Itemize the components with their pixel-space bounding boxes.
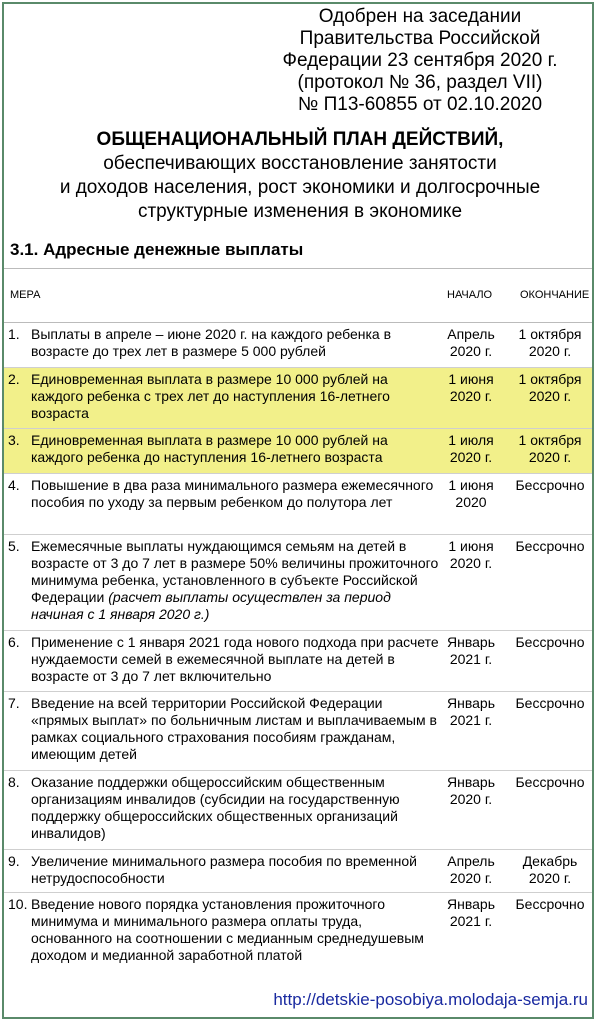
row-text (31, 538, 439, 623)
row-number: 7. (8, 695, 20, 711)
row-start: 1 июня 2020 (448, 477, 494, 510)
row-text: Введение нового порядка установления прожиточного минимума и минимального размера оплаты труда, основанного на соотношении с медианным среднедушевым доходом и медианной заработной платой (31, 896, 424, 963)
approval-line: Федерации 23 сентября 2020 г. (282, 50, 558, 71)
table-row (4, 323, 592, 368)
table-row (4, 692, 592, 771)
plan-subtitle-line: обеспечивающих восстановление занятости (103, 153, 497, 174)
approval-line: (протокол № 36, раздел VII) (297, 72, 543, 93)
approval-block (280, 6, 560, 116)
table-row (4, 631, 592, 692)
row-end: 1 октября 2020 г. (518, 326, 582, 359)
row-text: Увеличение минимального размера пособия по временной нетрудоспособности (31, 853, 417, 886)
row-number: 6. (8, 634, 20, 650)
table-row (4, 474, 592, 535)
row-end: Бессрочно (515, 896, 585, 912)
row-text: Введение на всей территории Российской Федерации «прямых выплат» по больничным листам и выплачиваемым в рамках социального страхования пособиям гражданам, имеющим детей (31, 695, 437, 762)
table-row (4, 535, 592, 631)
row-start: Январь 2020 г. (447, 774, 495, 807)
table-header (4, 268, 592, 323)
table-row (4, 771, 592, 850)
row-end: Бессрочно (515, 477, 585, 493)
row-number: 8. (8, 774, 20, 790)
row-start: Январь 2021 г. (447, 896, 495, 929)
row-text: Единовременная выплата в размере 10 000 рублей на каждого ребенка до наступления 16-летнего возраста (31, 432, 388, 465)
row-start: 1 июня 2020 г. (448, 371, 494, 404)
row-end: 1 октября 2020 г. (518, 432, 582, 465)
row-number: 10. (8, 896, 28, 912)
row-end: Бессрочно (515, 695, 585, 711)
row-end: Бессрочно (515, 538, 585, 554)
row-text: Единовременная выплата в размере 10 000 рублей на каждого ребенка с трех лет до наступления 16-летнего возраста (31, 371, 390, 421)
row-number: 1. (8, 326, 20, 342)
site-link[interactable]: http://detskie-posobiya.molodaja-semja.ru (273, 990, 588, 1009)
header-measure: МЕРА (10, 289, 41, 301)
header-end: ОКОНЧАНИЕ (520, 289, 590, 301)
plan-title: ОБЩЕНАЦИОНАЛЬНЫЙ ПЛАН ДЕЙСТВИЙ, (96, 129, 504, 150)
table-row (4, 368, 592, 429)
row-text: Выплаты в апреле – июне 2020 г. на каждого ребенка в возрасте до трех лет в размере 5 000 рублей (31, 326, 392, 359)
table-row (4, 429, 592, 474)
table-row (4, 893, 592, 988)
row-end: 1 октября 2020 г. (518, 371, 582, 404)
row-number: 9. (8, 853, 20, 869)
row-end: Бессрочно (515, 774, 585, 790)
row-number: 2. (8, 371, 20, 387)
row-number: 4. (8, 477, 20, 493)
plan-subtitle-line: и доходов населения, рост экономики и долгосрочные (59, 177, 541, 198)
row-start: 1 июня 2020 г. (448, 538, 494, 571)
table-row (4, 850, 592, 893)
row-number: 5. (8, 538, 20, 554)
measures-table (4, 268, 592, 988)
row-start: Апрель 2020 г. (447, 326, 495, 359)
row-start: Апрель 2020 г. (447, 853, 495, 886)
row-start: 1 июля 2020 г. (448, 432, 494, 465)
approval-line: № П13-60855 от 02.10.2020 (297, 94, 543, 115)
row-text: Оказание поддержки общероссийским общественным организациям инвалидов (субсидии на государственную поддержку общероссийских общественных организаций инвалидов) (31, 774, 400, 841)
row-text-main: Ежемесячные выплаты нуждающимся семьям на детей в возрасте от 3 до 7 лет в размере 50% величины прожиточного минимума ребенка, установленного в субъекте Российской Федерации (31, 538, 439, 605)
plan-title-block (10, 128, 590, 224)
row-start: Январь 2021 г. (447, 695, 495, 728)
approval-line: Правительства Российской (299, 28, 541, 49)
row-text: Повышение в два раза минимального размера ежемесячного пособия по уходу за первым ребенком до полутора лет (31, 477, 434, 510)
row-start: Январь 2021 г. (447, 634, 495, 667)
row-end: Декабрь 2020 г. (522, 853, 578, 886)
header-start: НАЧАЛО (447, 289, 493, 301)
row-note: (расчет выплаты осуществлен за период начиная с 1 января 2020 г.) (31, 589, 391, 622)
row-text: Применение с 1 января 2021 года нового подхода при расчете нуждаемости семей в ежемесячной выплате на детей в возрасте от 3 до 7 лет включительно (31, 634, 439, 684)
plan-subtitle-line: структурные изменения в экономике (137, 201, 463, 222)
row-number: 3. (8, 432, 20, 448)
section-heading: 3.1. Адресные денежные выплаты (10, 240, 304, 259)
approval-line: Одобрен на заседании (318, 6, 522, 27)
row-end: Бессрочно (515, 634, 585, 650)
